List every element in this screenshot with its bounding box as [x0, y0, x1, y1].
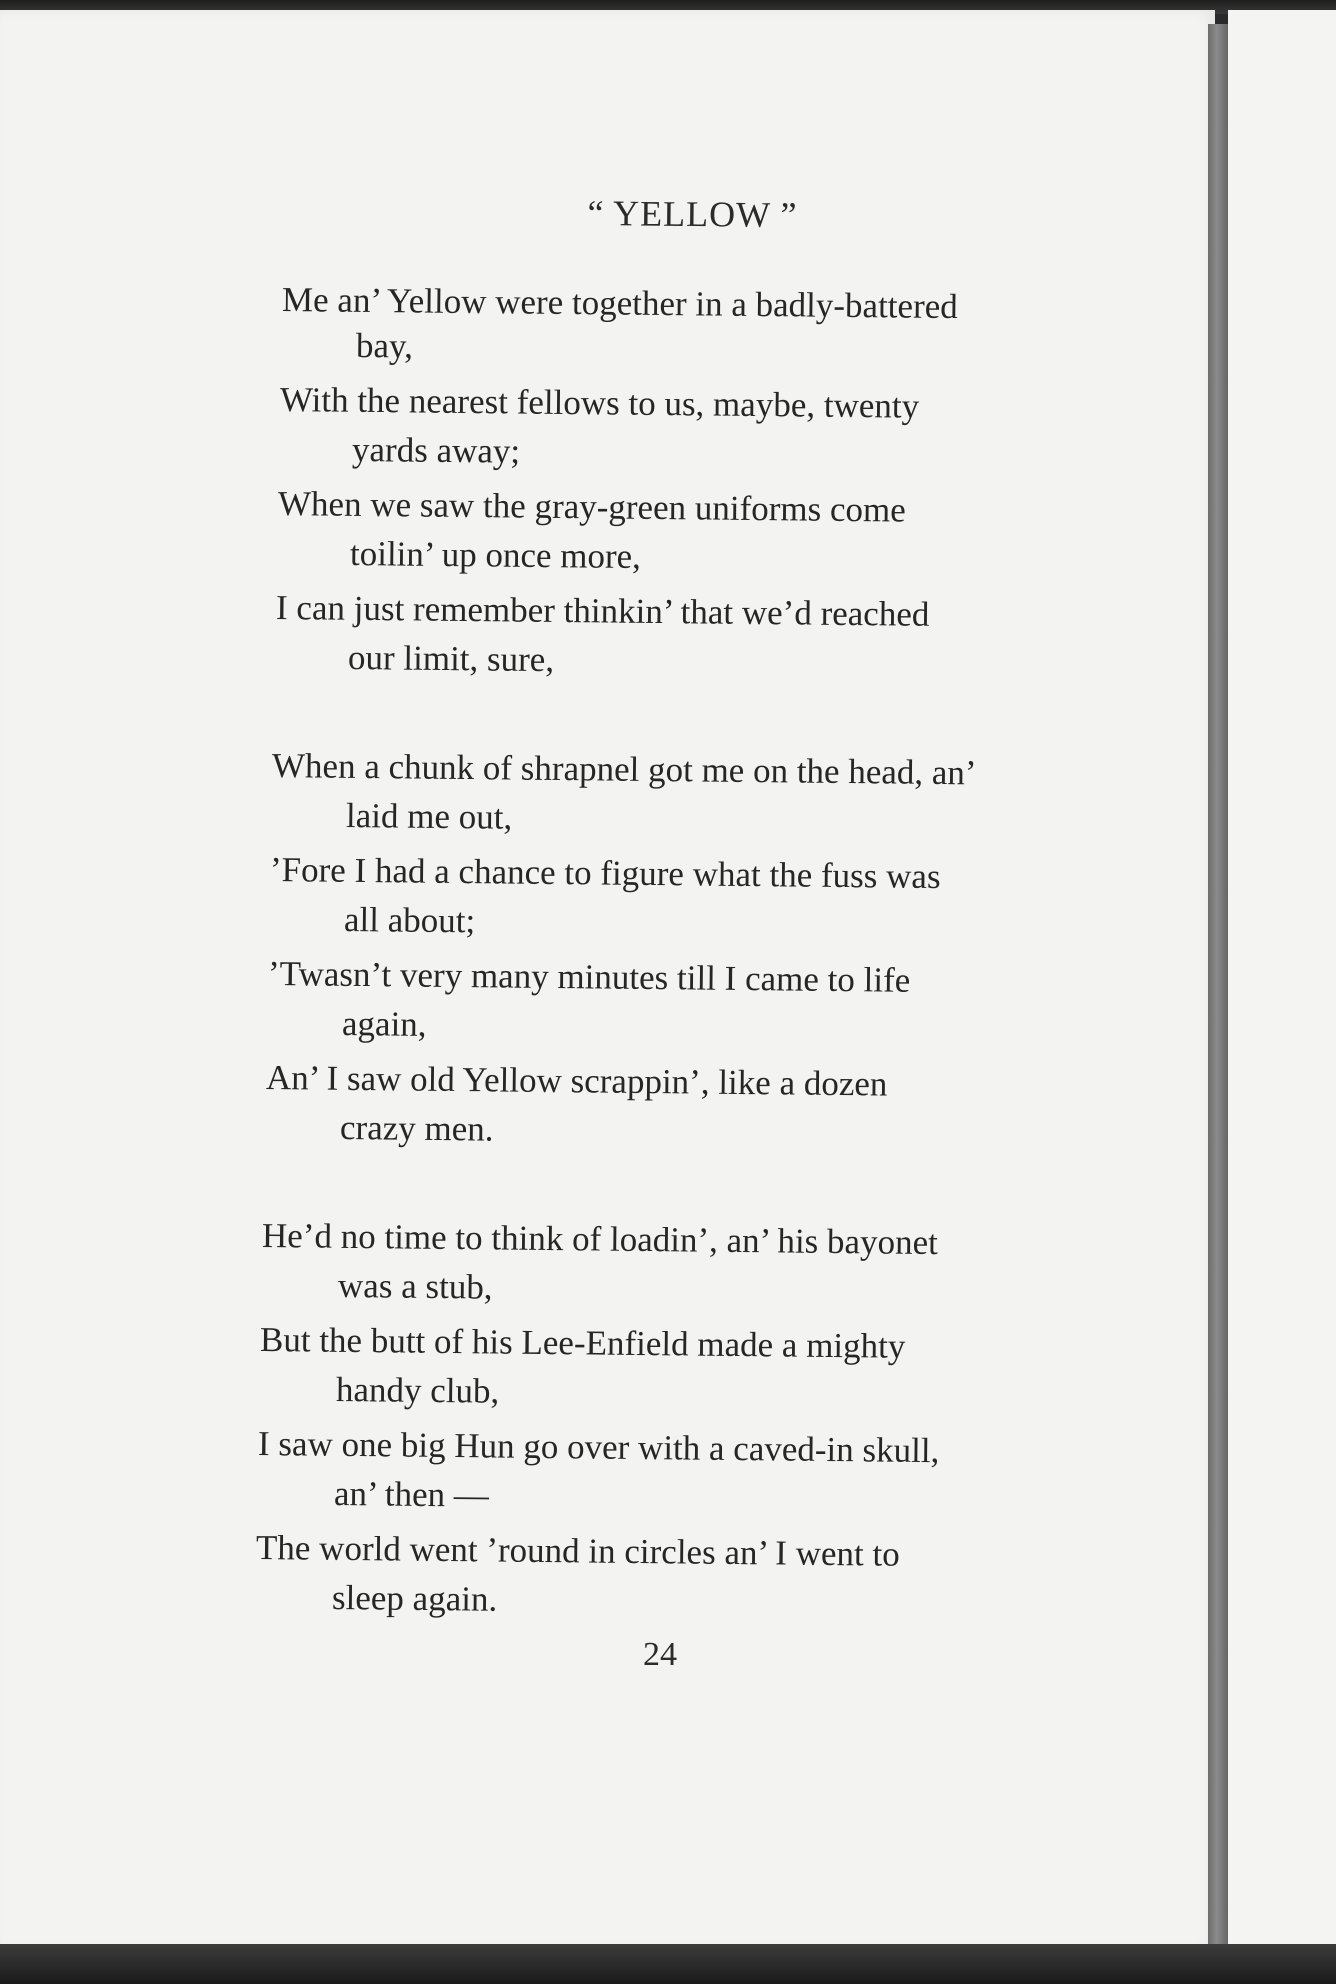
right-margin [1228, 10, 1336, 1950]
poem-line: But the butt of his Lee-Enfield made a mighty [259, 1320, 906, 1366]
book-page [0, 10, 1215, 1950]
poem-line: toilin’ up once more, [349, 534, 642, 577]
poem-line: With the nearest fellows to us, maybe, twenty [279, 380, 920, 426]
poem-line: bay, [355, 326, 414, 366]
poem-line: yards away; [351, 430, 521, 471]
book-spine-edge [1208, 24, 1230, 1954]
poem-line: When we saw the gray-green uniforms come [277, 484, 906, 530]
poem-line: The world went ’round in circles an’ I went to [255, 1528, 900, 1574]
poem-line: ’Twasn’t very many minutes till I came to life [267, 954, 911, 1000]
page-bottom-edge [0, 1944, 1336, 1984]
poem-line: He’d no time to think of loadin’, an’ his bayonet [261, 1216, 939, 1263]
poem-line: an’ then — [333, 1474, 490, 1515]
poem-line: crazy men. [339, 1108, 494, 1149]
poem-line: again, [341, 1004, 427, 1044]
poem-line: I can just remember thinkin’ that we’d reached [275, 588, 930, 634]
poem-line: When a chunk of shrapnel got me on the head, an’ [271, 746, 977, 793]
poem-line: An’ I saw old Yellow scrappin’, like a dozen [265, 1058, 888, 1104]
poem-line: handy club, [335, 1370, 500, 1411]
poem-line: Me an’ Yellow were together in a badly-battered [281, 280, 958, 327]
poem-line: our limit, sure, [347, 638, 555, 680]
poem-line: laid me out, [345, 796, 513, 837]
poem-line: ’Fore I had a chance to figure what the fuss was [269, 850, 941, 897]
poem-line: sleep again. [331, 1578, 498, 1619]
poem-title: “ YELLOW ” [587, 192, 798, 236]
poem-line: was a stub, [337, 1266, 493, 1307]
poem-line: I saw one big Hun go over with a caved-in skull, [257, 1424, 940, 1471]
page-number: 24 [643, 1636, 677, 1673]
poem-line: all about; [343, 900, 476, 941]
